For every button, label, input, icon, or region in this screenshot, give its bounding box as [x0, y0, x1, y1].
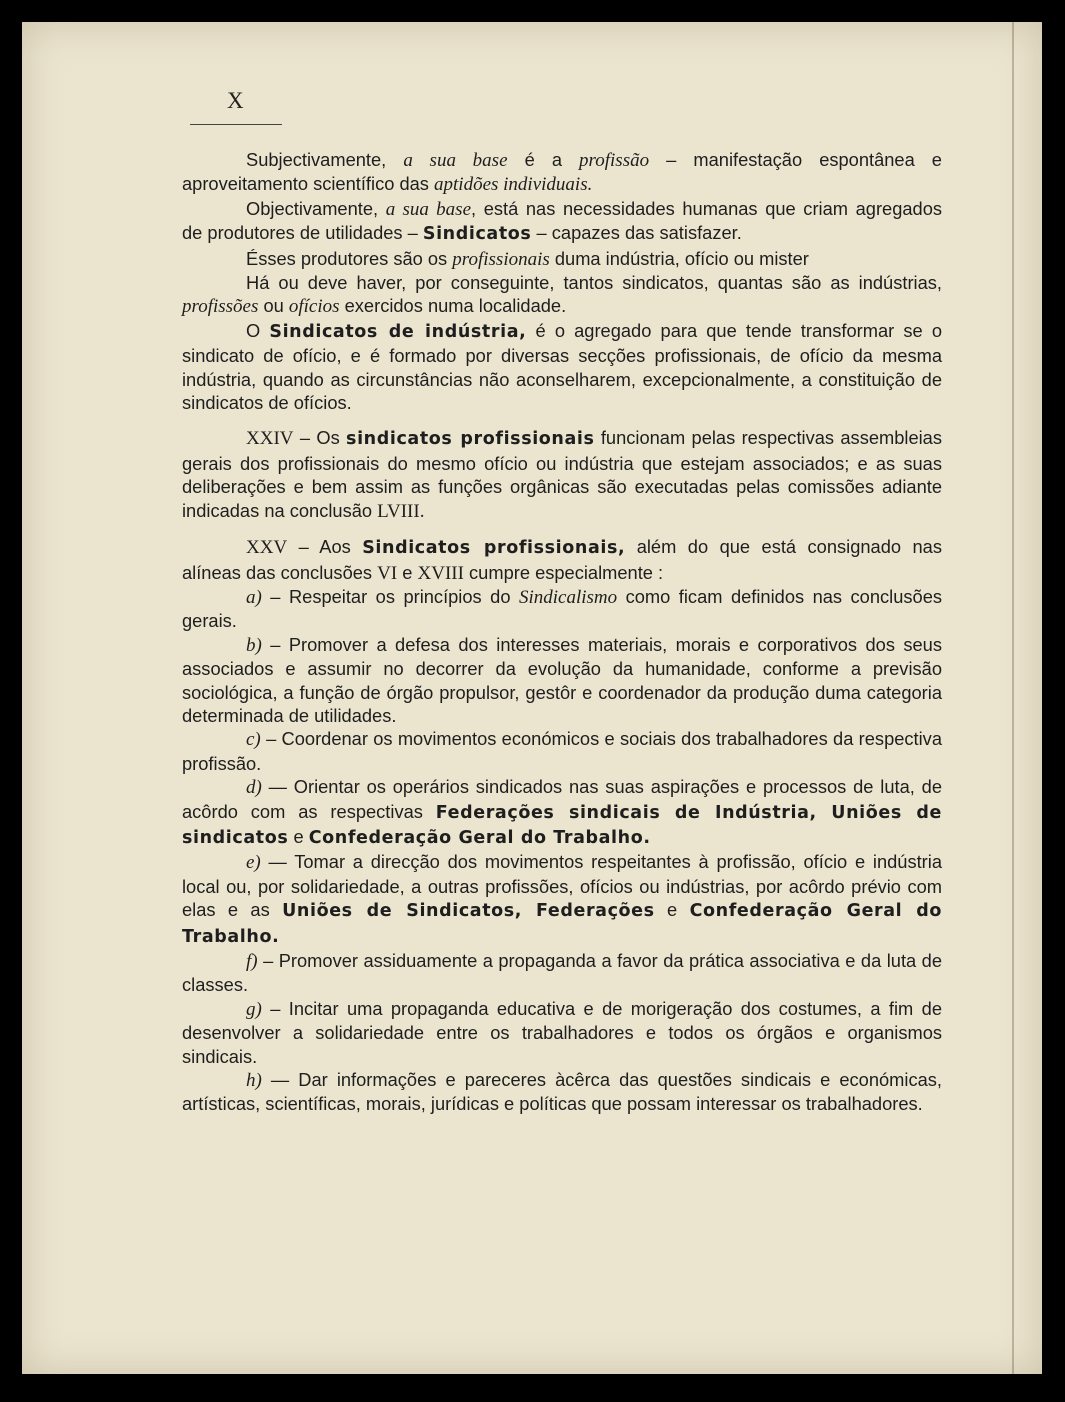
- text-run: Subjectivamente,: [246, 149, 404, 170]
- bold-term: sindicatos profissionais: [346, 429, 595, 450]
- bold-term: Uniões de Sindicatos, Federações: [282, 901, 655, 922]
- italic-term: a sua base: [403, 150, 508, 171]
- text-run: funcionam pelas respectivas assembleias gerais dos profissionais do mesmo ofício ou indústria que estejam associados; e as suas deliberações e bem assim as funções orgânicas são executadas pelas comissões adiante indicadas na conclusão: [182, 427, 942, 521]
- text-run: e: [397, 561, 418, 583]
- italic-term: ofícios: [288, 296, 340, 318]
- text-run: além do que está consignado nas alíneas das conclusões: [182, 536, 942, 583]
- text-run: – Promover a defesa dos interesses materiais, morais e corporativos dos seus associados e assumir no decorrer da evolução da humanidade, conforme a previsão sociológica, a função de órgão propulsor, gestôr e coordenador da produção duma categoria determinada de utilidades.: [182, 633, 942, 726]
- text-run: – Incitar uma propaganda educativa e de morigeração dos costumes, a fim de desenvolver a solidariedade entre os trabalhadores e todos os órgãos e organismos sindicais.: [182, 997, 942, 1067]
- paragraph-p5: [182, 319, 942, 415]
- bold-term: Federações sindicais de Indústria, Uniões de sindicatos: [182, 802, 942, 848]
- bold-term: Sindicatos: [422, 224, 532, 245]
- italic-term: a sua base: [385, 198, 472, 220]
- italic-term: profissionais: [452, 248, 550, 270]
- paragraph-pc: [182, 727, 942, 775]
- bold-term: Confederação Geral do Trabalho.: [308, 827, 651, 848]
- italic-term: h): [246, 1070, 262, 1092]
- paragraph-p1: [182, 148, 942, 197]
- text-run: – Respeitar os princípios do: [261, 585, 519, 607]
- text-run: – Promover assiduamente a propaganda a favor da prática associativa e da luta de classes.: [182, 950, 942, 996]
- text-run: — Dar informações e pareceres àcêrca das questões sindicais e económicas, artísticas, scientíficas, morais, jurídicas e políticas que possam interessar os trabalhadores.: [182, 1069, 942, 1115]
- text-run: XVIII: [417, 562, 464, 584]
- italic-term: g): [246, 998, 262, 1020]
- text-run: – manifestação espontânea e aproveitamento scientífico das: [182, 149, 942, 195]
- text-run: é a: [507, 149, 580, 170]
- italic-term: a): [246, 586, 262, 608]
- italic-term: profissão: [579, 150, 650, 171]
- paragraph-p4: [182, 271, 942, 319]
- text-run: como ficam definidos nas conclusões gerais.: [182, 585, 943, 632]
- book-page: [22, 22, 1042, 1374]
- page-fold-shadow: [1012, 22, 1014, 1374]
- paragraph-pa: [182, 585, 942, 633]
- paragraph-pg: [182, 997, 942, 1068]
- bold-term: Sindicatos de indústria,: [269, 321, 527, 342]
- text-run: — Orientar os operários sindicados nas suas aspirações e processos de luta, de acôrdo com as respectivas: [182, 776, 942, 822]
- paragraph-p2: [182, 197, 942, 247]
- italic-term: aptidões individuais.: [434, 174, 593, 196]
- text-run: – capazes das satisfazer.: [531, 222, 742, 244]
- paragraph-ph: [182, 1068, 942, 1116]
- text-run: VI: [377, 562, 398, 584]
- text-run: , está nas necessidades humanas que criam agregados de produtores de utilidades –: [182, 197, 943, 244]
- text-run: – Os: [293, 427, 347, 449]
- italic-term: c): [246, 729, 261, 751]
- italic-term: b): [246, 634, 262, 656]
- text-run: Objectivamente,: [246, 197, 386, 219]
- paragraph-pe: [182, 850, 942, 949]
- italic-term: d): [246, 777, 262, 799]
- italic-term: e): [246, 852, 261, 874]
- text-run: é o agregado para que tende transformar se o sindicato de ofício, e é formado por diversas secções profissionais, de ofício da mesma indústria, quando as circunstâncias não aconselharem, excepcionalmente, a constituição de sindicatos de ofícios.: [182, 319, 943, 414]
- text-run: duma indústria, ofício ou mister: [549, 247, 809, 269]
- paragraph-p6: [182, 426, 942, 523]
- text-run: ou: [258, 295, 289, 317]
- page-number: X: [227, 88, 244, 113]
- body-text: [182, 148, 942, 1116]
- text-run: e: [288, 825, 309, 847]
- text-run: XXIV: [246, 428, 294, 450]
- paragraph-p7: [182, 535, 942, 585]
- italic-term: profissões: [182, 296, 259, 318]
- text-run: O: [246, 319, 270, 341]
- text-run: – Coordenar os movimentos económicos e sociais dos trabalhadores da respectiva profissão.: [182, 728, 942, 774]
- text-run: XXV: [246, 537, 288, 559]
- bold-term: Confederação Geral do Trabalho.: [182, 901, 943, 947]
- bold-term: Sindicatos profissionais,: [362, 538, 626, 559]
- paragraph-pb: [182, 633, 942, 728]
- header-rule: [190, 124, 282, 125]
- text-run: Ésses produtores são os: [246, 247, 453, 269]
- paragraph-pf: [182, 949, 942, 997]
- text-run: — Tomar a direcção dos movimentos respeitantes à profissão, ofício e indústria local ou, por solidariedade, a outras profissões, ofícios ou indústrias, por acôrdo prévio com elas e as: [182, 851, 942, 921]
- italic-term: f): [246, 951, 258, 972]
- text-run: LVIII.: [377, 500, 425, 522]
- paragraph-pd: [182, 775, 942, 850]
- text-run: e: [654, 899, 690, 921]
- text-run: cumpre especialmente :: [463, 561, 664, 583]
- paragraph-p3: [182, 247, 942, 271]
- text-run: Há ou deve haver, por conseguinte, tantos sindicatos, quantas são as indústrias,: [246, 272, 942, 294]
- text-run: – Aos: [287, 536, 363, 558]
- text-run: exercidos numa localidade.: [339, 295, 567, 317]
- italic-term: Sindicalismo: [518, 586, 618, 608]
